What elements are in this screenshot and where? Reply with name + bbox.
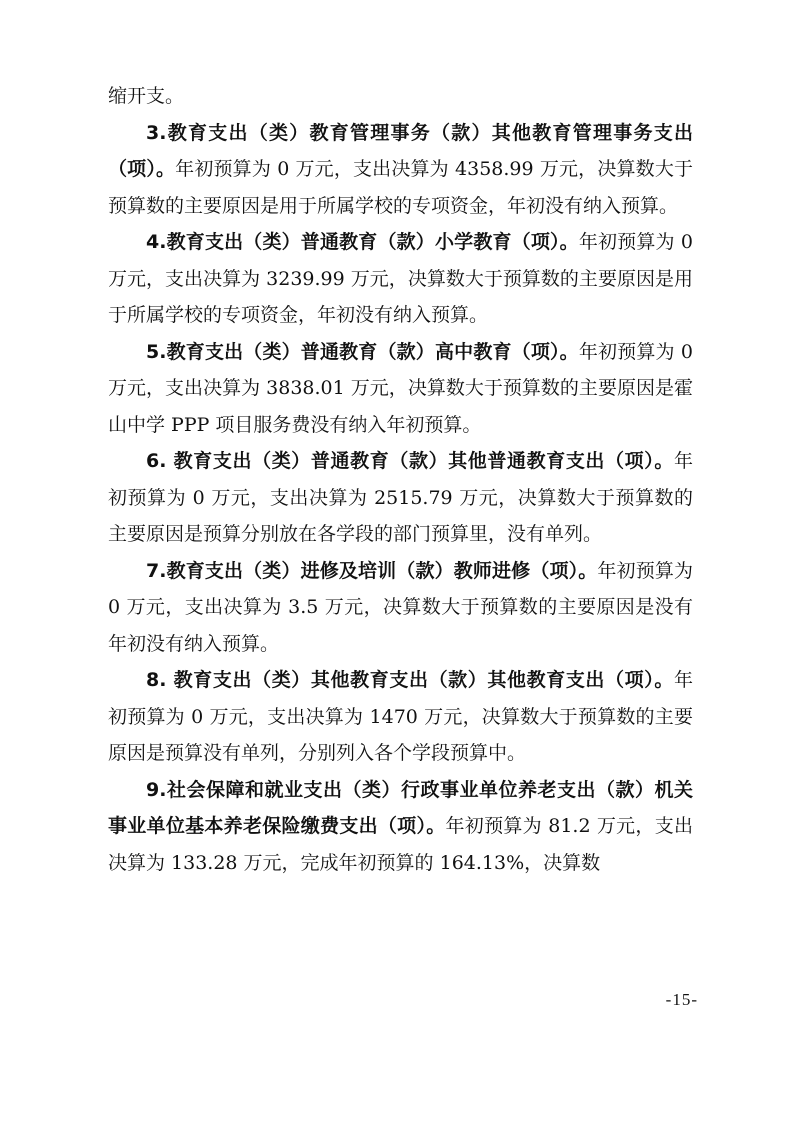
paragraph-item-7 (108, 553, 693, 663)
paragraph-item-3 (108, 115, 693, 225)
continuation-text: 缩开支。 (108, 85, 185, 107)
paragraph-heading: 8. 教育支出（类）其他教育支出（款）其他教育支出（项）。 (146, 669, 674, 691)
paragraph-item-9 (108, 772, 693, 882)
paragraph-body: 年初预算为 0 万元，支出决算为 3239.99 万元，决算数大于预算数的主要原因是用于所属学校的专项资金，年初没有纳入预算。 (108, 231, 693, 326)
paragraph-heading: 6. 教育支出（类）普通教育（款）其他普通教育支出（项）。 (146, 450, 674, 472)
paragraph-heading: 7.教育支出（类）进修及培训（款）教师进修（项）。 (146, 559, 598, 582)
paragraph-item-5 (108, 334, 693, 444)
paragraph-item-8 (108, 662, 693, 772)
document-page (108, 78, 693, 881)
paragraph-body: 年初预算为 0 万元，支出决算为 3838.01 万元，决算数大于预算数的主要原因是霍山中学 PPP 项目服务费没有纳入年初预算。 (108, 340, 693, 436)
paragraph-item-4 (108, 224, 693, 334)
paragraph-body: 年初预算为 0 万元，支出决算为 3.5 万元，决算数大于预算数的主要原因是没有年初没有纳入预算。 (108, 559, 693, 655)
paragraph-heading: 3.教育支出（类）教育管理事务（款）其他教育管理事务支出（项）。 (108, 121, 693, 180)
continuation-paragraph (108, 78, 693, 115)
paragraph-item-6 (108, 443, 693, 553)
page-number: -15- (665, 990, 698, 1009)
paragraph-heading: 5.教育支出（类）普通教育（款）高中教育（项）。 (146, 340, 579, 363)
paragraph-body: 年初预算为 81.2 万元，支出决算为 133.28 万元，完成年初预算的 164.13%，决算数 (108, 815, 693, 874)
paragraph-heading: 9.社会保障和就业支出（类）行政事业单位养老支出（款）机关事业单位基本养老保险缴费支出（项）。 (108, 778, 693, 837)
paragraph-body: 年初预算为 0 万元，支出决算为 4358.99 万元，决算数大于预算数的主要原因是用于所属学校的专项资金，年初没有纳入预算。 (108, 158, 693, 217)
paragraph-body: 年初预算为 0 万元，支出决算为 1470 万元，决算数大于预算数的主要原因是预算没有单列，分别列入各个学段预算中。 (108, 669, 693, 764)
paragraph-body: 年初预算为 0 万元，支出决算为 2515.79 万元，决算数大于预算数的主要原因是预算分别放在各学段的部门预算里，没有单列。 (108, 450, 693, 545)
paragraph-heading: 4.教育支出（类）普通教育（款）小学教育（项）。 (146, 231, 579, 253)
